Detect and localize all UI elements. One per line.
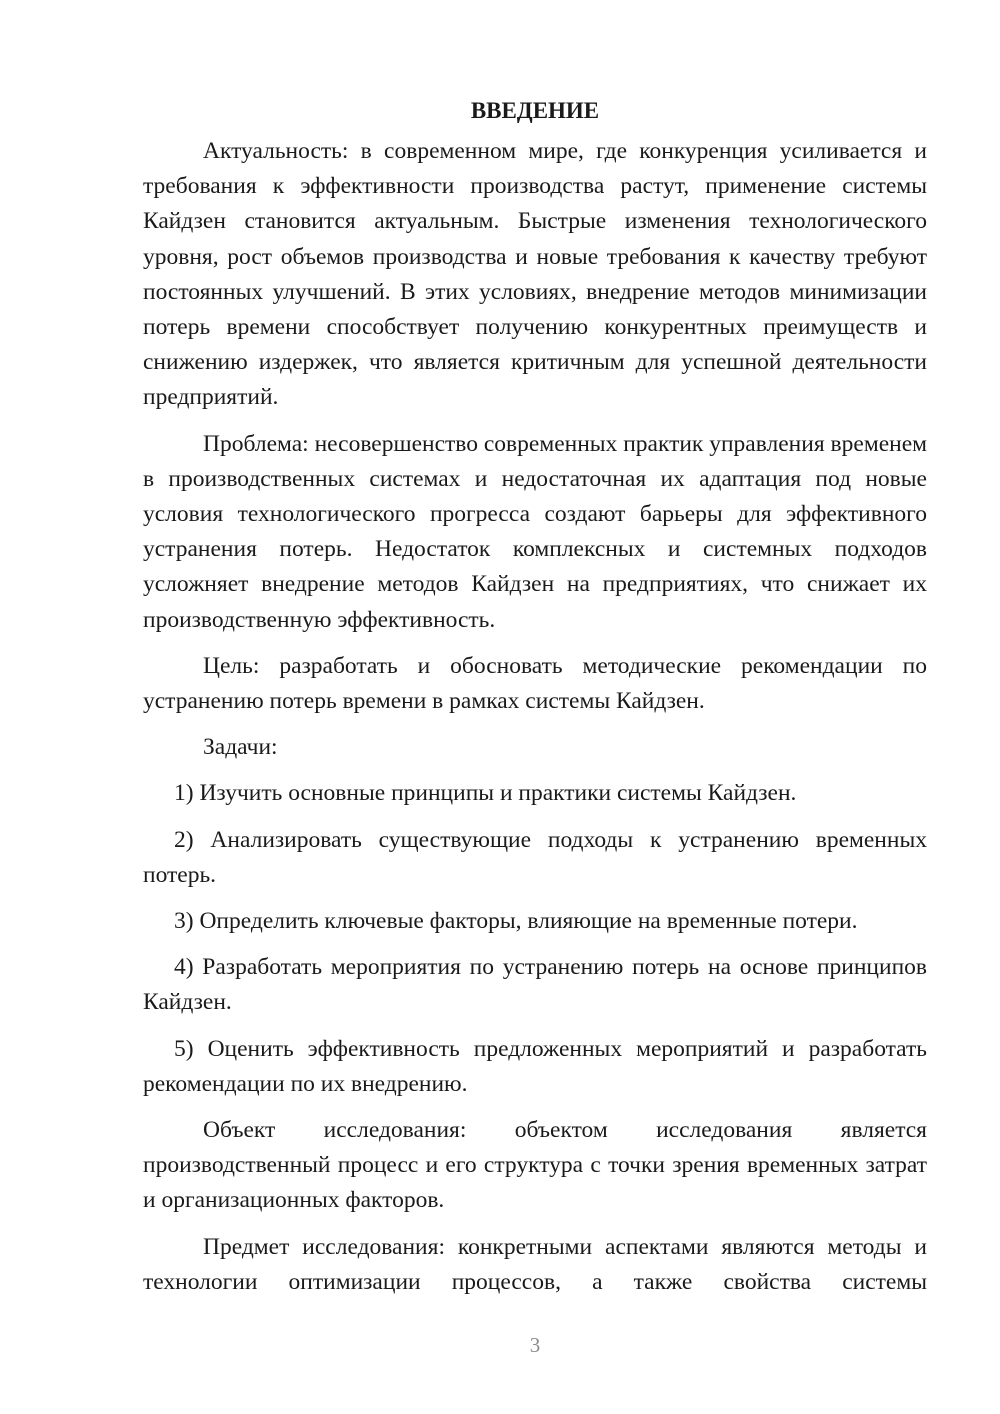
paragraph-relevance: Актуальность: в современном мире, где конкуренция усиливается и требования к эффективности производства растут, применение системы Кайдзен становится актуальным. Быстрые изменения технологического уровня, рост объемов производства и новые требования к качеству требуют постоянных улучшений. В этих условиях, внедрение методов минимизации потерь времени способствует получению конкурентных преимуществ и снижению издержек, что является критичным для успешной деятельности предприятий. [143, 138, 927, 411]
tasks-label: Задачи: [203, 734, 278, 761]
page-number: 3 [529, 1333, 541, 1357]
paragraph-problem: Проблема: несовершенство современных практик управления временем в производственных системах и недостаточная их адаптация под новые условия технологического прогресса создают барьеры для эффективного устранения потерь. Недостаток комплексных и системных подходов усложняет внедрение методов Кайдзен на предприятиях, что снижает их производственную эффективность. [143, 430, 927, 633]
task-item-1: 1) Изучить основные принципы и практики системы Кайдзен. [174, 780, 797, 807]
paragraph-subject: Предмет исследования: конкретными аспектами являются методы и технологии оптимизации процессов, а также свойства системы [143, 1233, 927, 1295]
page-content [143, 96, 927, 1311]
task-item-4: 4) Разработать мероприятия по устранению потерь на основе принципов Кайдзен. [143, 954, 927, 1016]
task-item-5: 5) Оценить эффективность предложенных мероприятий и разработать рекомендации по их внедрению. [143, 1035, 927, 1097]
task-item-2: 2) Анализировать существующие подходы к устранению временных потерь. [143, 826, 927, 888]
section-heading: ВВЕДЕНИЕ [470, 98, 600, 123]
task-item-3: 3) Определить ключевые факторы, влияющие на временные потери. [174, 908, 858, 935]
paragraph-object: Объект исследования: объектом исследования является производственный процесс и его структура с точки зрения временных затрат и организационных факторов. [143, 1117, 927, 1214]
paragraph-goal: Цель: разработать и обосновать методические рекомендации по устранению потерь времени в рамках системы Кайдзен. [143, 652, 927, 715]
